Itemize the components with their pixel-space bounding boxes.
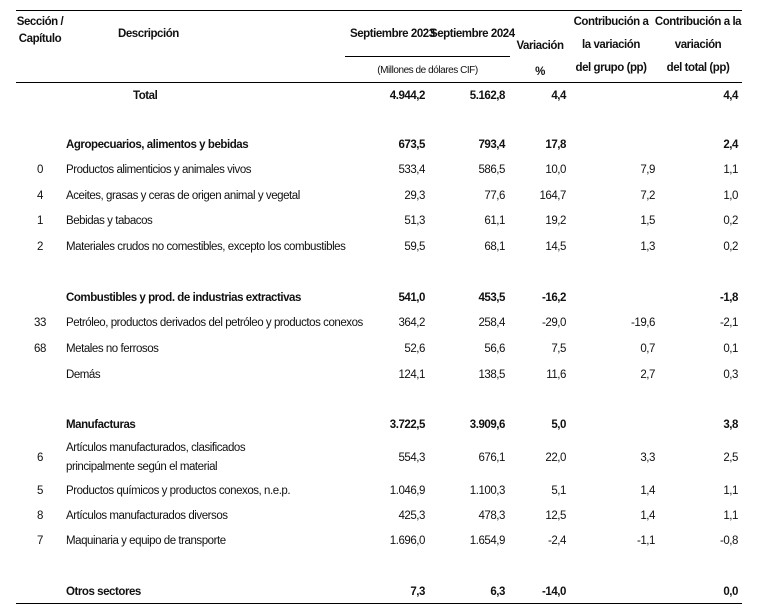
row-2024: 258,4 bbox=[478, 317, 505, 329]
row-label: Petróleo, productos derivados del petróleo y productos conexos bbox=[66, 317, 363, 329]
row-code: 2 bbox=[37, 241, 43, 253]
row-code: 0 bbox=[37, 164, 43, 176]
total-label: Total bbox=[133, 90, 158, 102]
header-variation: Variación bbox=[516, 40, 564, 52]
header-variation-unit: % bbox=[535, 66, 545, 78]
row-code: 68 bbox=[34, 343, 46, 355]
row-label: Aceites, grasas y ceras de origen animal y vegetal bbox=[66, 190, 300, 202]
units-rule bbox=[345, 56, 510, 57]
row-var: 164,7 bbox=[539, 190, 566, 202]
group-label: Agropecuarios, alimentos y bebidas bbox=[66, 139, 249, 151]
header-sep2023: Septiembre 2023 bbox=[350, 28, 435, 40]
other-2024: 6,3 bbox=[490, 586, 505, 598]
row-contrib-group: 2,7 bbox=[640, 369, 655, 381]
row-contrib-group: 1,4 bbox=[640, 510, 655, 522]
row-label: Demás bbox=[66, 369, 101, 381]
row-contrib-total: 0,3 bbox=[723, 369, 738, 381]
row-2023: 29,3 bbox=[404, 190, 425, 202]
row-label-line2: principalmente según el material bbox=[66, 461, 218, 473]
row-label: Materiales crudos no comestibles, excepto los combustibles bbox=[66, 241, 346, 253]
row-contrib-total: 1,1 bbox=[723, 510, 738, 522]
group-var: 17,8 bbox=[545, 139, 566, 151]
total-2024: 5.162,8 bbox=[469, 90, 505, 102]
row-label: Productos químicos y productos conexos, n.e.p. bbox=[66, 485, 291, 497]
row-contrib-group: 7,9 bbox=[640, 164, 655, 176]
row-2024: 586,5 bbox=[478, 164, 505, 176]
group-2024: 793,4 bbox=[478, 139, 505, 151]
bottom-rule bbox=[16, 603, 742, 604]
row-label: Maquinaria y equipo de transporte bbox=[66, 535, 226, 547]
row-code: 4 bbox=[37, 190, 43, 202]
other-var: -14,0 bbox=[542, 586, 566, 598]
row-contrib-total: 0,2 bbox=[723, 241, 738, 253]
header-units: (Millones de dólares CIF) bbox=[377, 65, 478, 76]
header-rule bbox=[16, 82, 742, 83]
other-label: Otros sectores bbox=[66, 586, 141, 598]
group-label: Combustibles y prod. de industrias extractivas bbox=[66, 292, 301, 304]
row-code: 5 bbox=[37, 485, 43, 497]
header-contrib-group: Contribución a la variación del grupo (pp) bbox=[573, 16, 649, 74]
row-contrib-total: 0,2 bbox=[723, 215, 738, 227]
row-2024: 77,6 bbox=[484, 190, 505, 202]
row-2023: 124,1 bbox=[398, 369, 425, 381]
row-contrib-total: -0,8 bbox=[719, 535, 738, 547]
row-label: Bebidas y tabacos bbox=[66, 215, 153, 227]
group-2023: 3.722,5 bbox=[389, 419, 425, 431]
group-label: Manufacturas bbox=[66, 419, 136, 431]
row-var: 19,2 bbox=[545, 215, 566, 227]
row-2024: 1.100,3 bbox=[469, 485, 505, 497]
row-2024: 478,3 bbox=[478, 510, 505, 522]
row-code: 7 bbox=[37, 535, 43, 547]
row-code: 1 bbox=[37, 215, 43, 227]
group-2023: 673,5 bbox=[398, 139, 425, 151]
header-contrib-total: Contribución a la variación del total (pp) bbox=[654, 16, 742, 74]
row-contrib-total: 1,1 bbox=[723, 164, 738, 176]
row-2024: 676,1 bbox=[478, 452, 505, 464]
total-contrib-total: 4,4 bbox=[723, 90, 738, 102]
row-contrib-group: 7,2 bbox=[640, 190, 655, 202]
row-var: -29,0 bbox=[542, 317, 566, 329]
other-2023: 7,3 bbox=[410, 586, 425, 598]
row-var: -2,4 bbox=[547, 535, 566, 547]
row-2024: 138,5 bbox=[478, 369, 505, 381]
row-2023: 1.046,9 bbox=[389, 485, 425, 497]
row-2024: 68,1 bbox=[484, 241, 505, 253]
row-contrib-total: 2,5 bbox=[723, 452, 738, 464]
row-contrib-group: 1,3 bbox=[640, 241, 655, 253]
header-description: Descripción bbox=[118, 28, 179, 40]
row-2024: 1.654,9 bbox=[469, 535, 505, 547]
row-var: 10,0 bbox=[545, 164, 566, 176]
row-contrib-total: 1,0 bbox=[723, 190, 738, 202]
row-label: Artículos manufacturados diversos bbox=[66, 510, 228, 522]
row-var: 7,5 bbox=[551, 343, 566, 355]
other-contrib-total: 0,0 bbox=[723, 586, 738, 598]
row-label: Metales no ferrosos bbox=[66, 343, 159, 355]
row-2023: 554,3 bbox=[398, 452, 425, 464]
group-2023: 541,0 bbox=[398, 292, 425, 304]
row-var: 5,1 bbox=[551, 485, 566, 497]
total-var: 4,4 bbox=[551, 90, 566, 102]
row-contrib-group: 1,4 bbox=[640, 485, 655, 497]
row-label: Artículos manufacturados, clasificados bbox=[66, 442, 246, 454]
row-contrib-total: 0,1 bbox=[723, 343, 738, 355]
row-contrib-group: 1,5 bbox=[640, 215, 655, 227]
row-2023: 1.696,0 bbox=[389, 535, 425, 547]
group-contrib-total: 3,8 bbox=[723, 419, 738, 431]
group-var: 5,0 bbox=[551, 419, 566, 431]
group-contrib-total: -1,8 bbox=[719, 292, 738, 304]
row-var: 14,5 bbox=[545, 241, 566, 253]
row-2023: 51,3 bbox=[404, 215, 425, 227]
row-2023: 364,2 bbox=[398, 317, 425, 329]
header-section: Sección / Capítulo bbox=[16, 16, 64, 45]
row-contrib-group: 3,3 bbox=[640, 452, 655, 464]
group-2024: 453,5 bbox=[478, 292, 505, 304]
row-contrib-total: -2,1 bbox=[719, 317, 738, 329]
row-code: 33 bbox=[34, 317, 46, 329]
row-code: 6 bbox=[37, 452, 43, 464]
row-2023: 52,6 bbox=[404, 343, 425, 355]
row-2023: 425,3 bbox=[398, 510, 425, 522]
row-contrib-group: -19,6 bbox=[631, 317, 655, 329]
row-contrib-group: 0,7 bbox=[640, 343, 655, 355]
row-var: 12,5 bbox=[545, 510, 566, 522]
group-var: -16,2 bbox=[542, 292, 566, 304]
row-contrib-total: 1,1 bbox=[723, 485, 738, 497]
row-code: 8 bbox=[37, 510, 43, 522]
group-contrib-total: 2,4 bbox=[723, 139, 738, 151]
row-2024: 56,6 bbox=[484, 343, 505, 355]
row-label: Productos alimenticios y animales vivos bbox=[66, 164, 252, 176]
row-2023: 533,4 bbox=[398, 164, 425, 176]
row-2024: 61,1 bbox=[484, 215, 505, 227]
group-2024: 3.909,6 bbox=[469, 419, 505, 431]
total-2023: 4.944,2 bbox=[389, 90, 425, 102]
header-sep2024: Septiembre 2024 bbox=[430, 28, 515, 40]
row-var: 11,6 bbox=[546, 369, 566, 381]
top-rule bbox=[16, 10, 742, 11]
row-2023: 59,5 bbox=[404, 241, 425, 253]
row-var: 22,0 bbox=[545, 452, 566, 464]
row-contrib-group: -1,1 bbox=[636, 535, 655, 547]
